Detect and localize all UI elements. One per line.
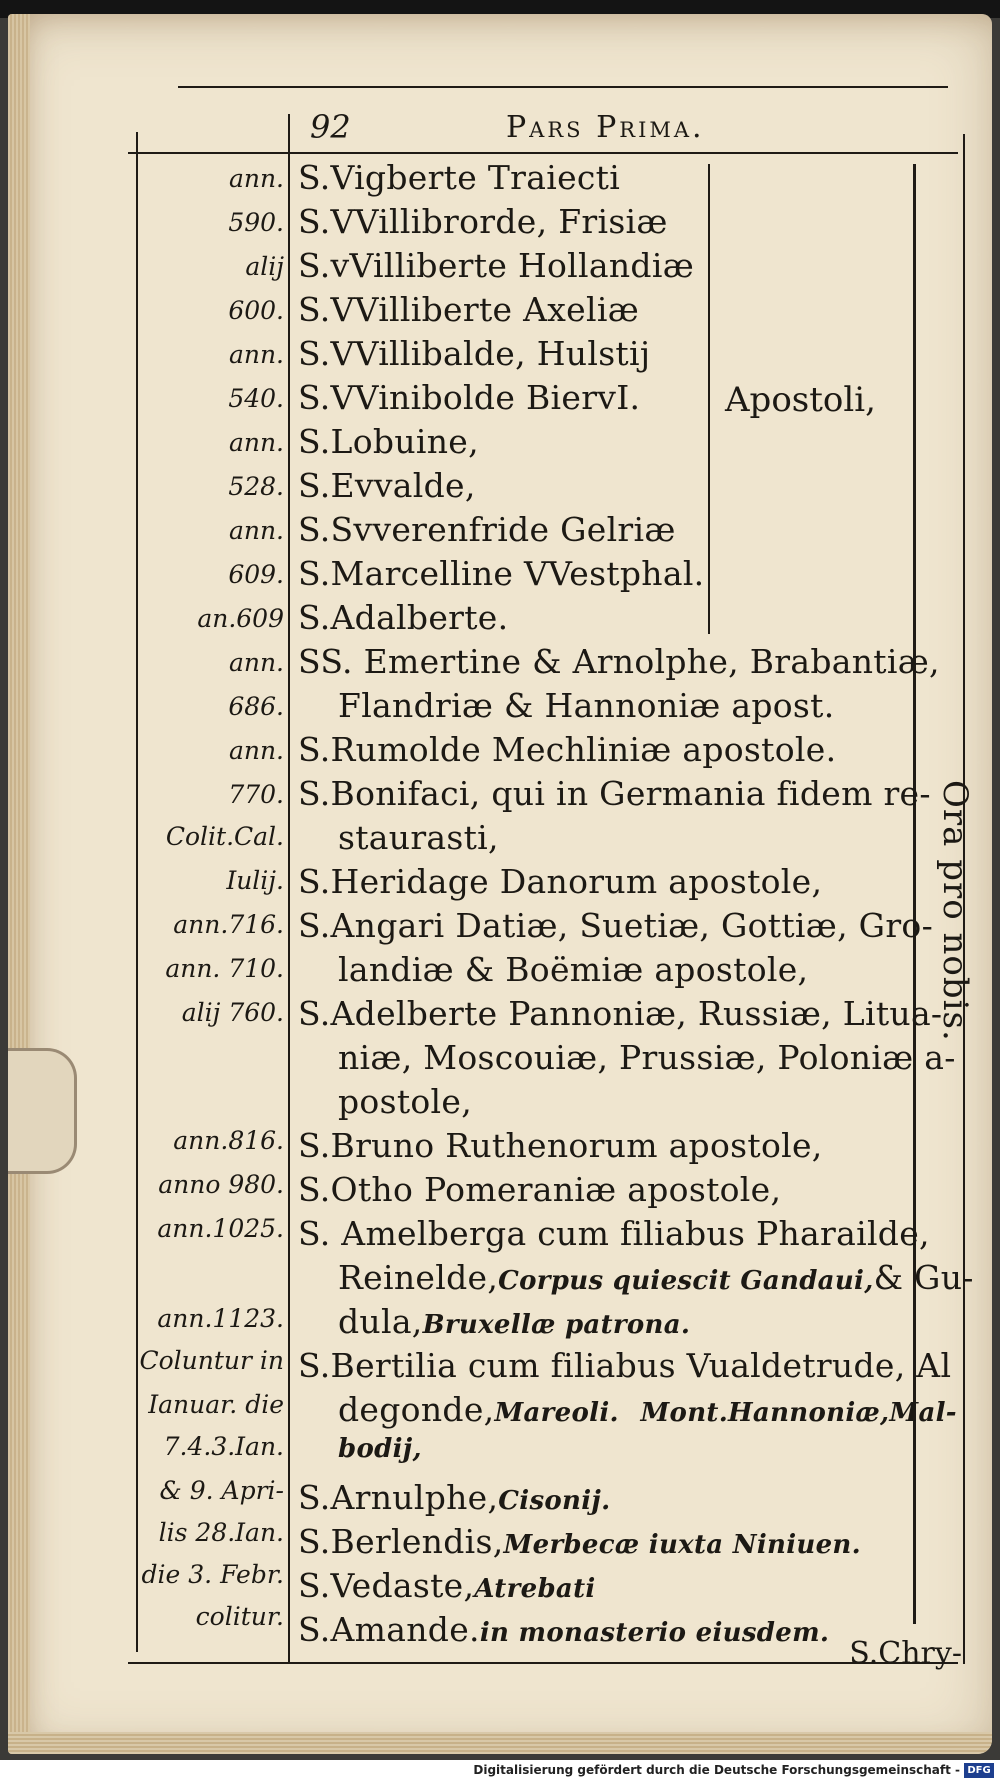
place-note: Atrebati: [474, 1574, 596, 1604]
place-note: Cisonij.: [498, 1486, 611, 1516]
litany-text: dula,: [338, 1302, 423, 1341]
catchword: S.Chry-: [849, 1636, 962, 1671]
side-note: an.609: [197, 604, 284, 633]
side-note: lis 28.Ian.: [158, 1518, 284, 1547]
funding-notice: Digitalisierung gefördert durch die Deutsche Forschungsgemeinschaft -: [473, 1763, 960, 1777]
side-note: 686.: [228, 692, 284, 721]
side-note: 600.: [228, 296, 284, 325]
side-note: ann.816.: [173, 1126, 284, 1155]
side-note: die 3. Febr.: [141, 1560, 284, 1589]
side-note: Ianuar. die: [148, 1390, 284, 1419]
litany-line: S.Bonifaci, qui in Germania fidem re-: [298, 774, 931, 813]
litany-line: S.VVinibolde BiervI.: [298, 378, 641, 417]
side-note: ann.1025.: [157, 1214, 284, 1243]
litany-text: S.Amande.: [298, 1610, 480, 1649]
litany-text: & Gu-: [873, 1258, 974, 1297]
apostoli-bracket-label: Apostoli,: [725, 380, 876, 420]
litany-line: S.Bertilia cum filiabus Vualdetrude, Al: [298, 1346, 952, 1385]
place-note: Corpus quiescit Gandaui,: [498, 1266, 874, 1296]
side-note: Coluntur in: [139, 1346, 284, 1375]
side-note: ann. 710.: [165, 954, 284, 983]
running-title: Pars Prima.: [506, 110, 705, 145]
side-note: ann.: [228, 164, 284, 193]
side-note: ann.: [228, 340, 284, 369]
litany-line: [338, 1258, 974, 1297]
litany-line: S.Adalberte.: [298, 598, 509, 637]
side-note: 540.: [228, 384, 284, 413]
litany-text: Reinelde,: [338, 1258, 499, 1297]
side-note: alij: [245, 252, 284, 281]
litany-line: SS. Emertine & Arnolphe, Brabantiæ,: [298, 642, 940, 681]
side-note: 590.: [228, 208, 284, 237]
side-note: alij 760.: [181, 998, 284, 1027]
litany-line: staurasti,: [338, 818, 499, 857]
litany-line: [298, 1610, 829, 1649]
litany-line: S.Evvalde,: [298, 466, 476, 505]
litany-line: niæ, Moscouiæ, Prussiæ, Poloniæ a-: [338, 1038, 956, 1077]
place-note: Bruxellæ patrona.: [422, 1310, 691, 1340]
litany-line: S.Heridage Danorum apostole,: [298, 862, 823, 901]
litany-text: degonde,: [338, 1390, 495, 1429]
place-note: in monasterio eiusdem.: [479, 1618, 830, 1648]
litany-line: Flandriæ & Hannoniæ apost.: [338, 686, 835, 725]
side-note: ann.: [228, 648, 284, 677]
side-note: ann.: [228, 736, 284, 765]
apostoli-bracket-rule: [708, 164, 710, 634]
litany-line: S. Amelberga cum filiabus Pharailde,: [298, 1214, 930, 1253]
litany-line: S.Marcelline VVestphal.: [298, 554, 705, 593]
page-bottom-edges: [8, 1732, 992, 1754]
litany-line: S.Vigberte Traiecti: [298, 158, 621, 197]
side-note: Colit.Cal.: [165, 822, 284, 851]
litany-line: [298, 1478, 611, 1517]
litany-line: [298, 1566, 596, 1605]
side-note: ann.: [228, 428, 284, 457]
side-note: ann.: [228, 516, 284, 545]
header-rule: [178, 86, 948, 88]
litany-line: S.VVillibrorde, Frisiæ: [298, 202, 668, 241]
litany-line: S.VVilliberte Axeliæ: [298, 290, 640, 329]
litany-line: S.Lobuine,: [298, 422, 479, 461]
place-note: Merbecæ iuxta Niniuen.: [503, 1530, 861, 1560]
litany-line: [298, 1522, 861, 1561]
litany-text: S.Berlendis,: [298, 1522, 504, 1561]
side-note: 770.: [228, 780, 284, 809]
ora-pro-nobis-refrain: Ora pro nobis.: [935, 780, 975, 1042]
header-underline: [128, 152, 958, 154]
footer-bar: [0, 1760, 1000, 1782]
litany-line: S.Rumolde Mechliniæ apostole.: [298, 730, 837, 769]
dfg-logo: DFG: [964, 1763, 994, 1778]
side-note: 528.: [228, 472, 284, 501]
litany-line: S.VVillibalde, Hulstij: [298, 334, 651, 373]
page-edges: [8, 14, 30, 1754]
side-note: ann.1123.: [157, 1304, 284, 1333]
litany-line: bodij,: [338, 1434, 422, 1464]
litany-line: landiæ & Boëmiæ apostole,: [338, 950, 809, 989]
bottom-rule: [128, 1662, 958, 1664]
side-note: 7.4.3.Ian.: [163, 1432, 284, 1461]
litany-line: S.Angari Datiæ, Suetiæ, Gottiæ, Gro-: [298, 906, 934, 945]
side-note: & 9. Apri-: [159, 1476, 284, 1505]
page-clip: [8, 1048, 77, 1174]
place-note: Mont.Hannoniæ,Mal-: [640, 1398, 957, 1428]
litany-line: [338, 1302, 690, 1341]
side-note: Iulij.: [226, 866, 284, 895]
litany-text: S.Arnulphe,: [298, 1478, 499, 1517]
litany-line: S.vVilliberte Hollandiæ: [298, 246, 695, 285]
side-note: 609.: [228, 560, 284, 589]
side-note: anno 980.: [158, 1170, 284, 1199]
book-page: [8, 14, 992, 1754]
litany-line: postole,: [338, 1082, 473, 1121]
litany-line: [338, 1390, 957, 1429]
litany-line: S.Adelberte Pannoniæ, Russiæ, Litua-: [298, 994, 943, 1033]
page-number: 92: [310, 108, 351, 146]
place-note: Mareoli.: [494, 1398, 619, 1428]
litany-line: S.Bruno Ruthenorum apostole,: [298, 1126, 823, 1165]
side-note: colitur.: [195, 1602, 284, 1631]
column-divider-rule: [288, 114, 290, 1664]
litany-line: S.Otho Pomeraniæ apostole,: [298, 1170, 782, 1209]
side-note: ann.716.: [173, 910, 284, 939]
litany-line: S.Svverenfride Gelriæ: [298, 510, 676, 549]
litany-text: S.Vedaste,: [298, 1566, 475, 1605]
